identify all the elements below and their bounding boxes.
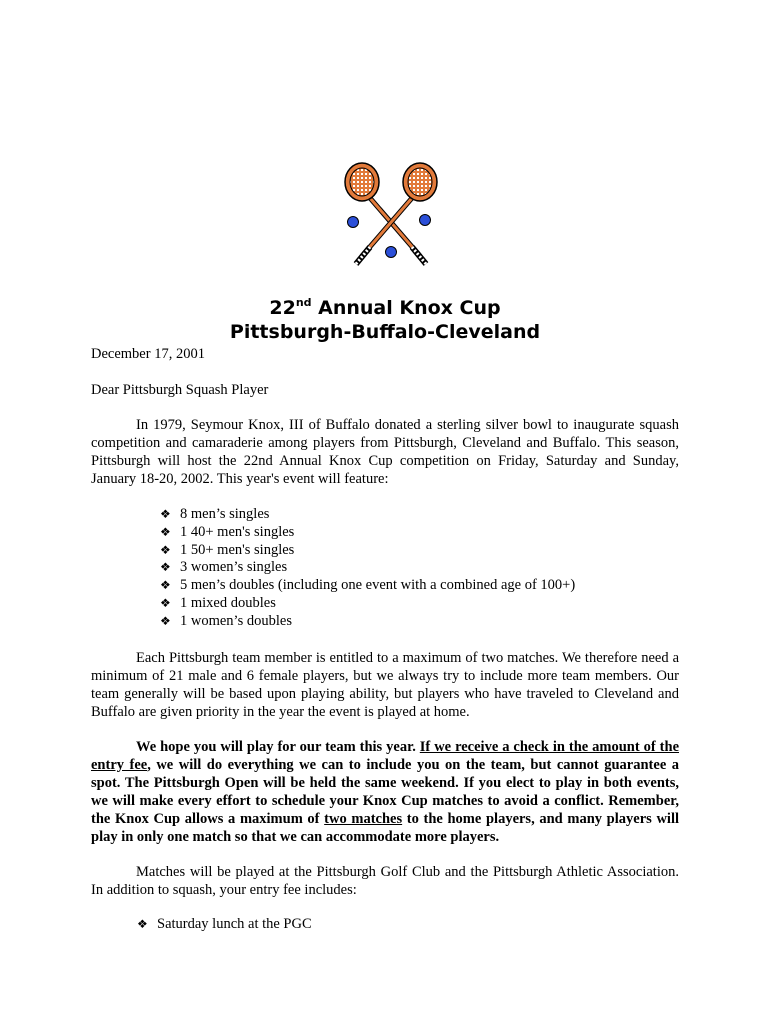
bullet-icon: ❖ <box>160 613 171 628</box>
list-item: ❖ 8 men’s singles <box>160 506 270 522</box>
two-matches-emphasis: two matches <box>324 811 403 827</box>
bullet-icon: ❖ <box>160 595 171 610</box>
crossed-squash-rackets-icon <box>340 160 442 270</box>
title-number: 22 <box>269 297 296 319</box>
ball-icon <box>348 217 359 228</box>
bullet-icon: ❖ <box>160 507 171 521</box>
page-title <box>0 296 770 344</box>
list-item: ❖ Saturday lunch at the PGC <box>137 916 312 932</box>
bullet-icon: ❖ <box>160 578 171 593</box>
title-ordinal: nd <box>295 296 312 309</box>
bullet-icon: ❖ <box>160 524 171 539</box>
events-list <box>160 506 575 631</box>
matches-paragraph: Matches will be played at the Pittsburgh Golf Club and the Pittsburgh Athletic Association. In addition to squash, your entry fee includes: <box>91 864 679 898</box>
list-item: ❖ 5 men’s doubles (including one event with a combined age of 100+) <box>160 577 576 594</box>
list-item: ❖ 1 women’s doubles <box>160 612 292 629</box>
entry-paragraph: We hope you will play for our team this year. If we receive a check in the amount of the entry fee, we will do everything we can to include you on the team, but cannot guarantee a spot. The Pittsburgh Open will be held the same weekend. If you elect to play in both events, we will make every effort to schedule your Knox Cup matches to avoid a conflict. Remember, the Knox Cup allows a maximum of two matches to the home players, and many players will play in only one match so that we can accommodate more players. <box>91 739 680 845</box>
entry-fee-emphasis: If we receive a check in the amount of the entry fee <box>91 739 679 773</box>
list-item: ❖ 1 mixed doubles <box>160 594 276 611</box>
team-paragraph: Each Pittsburgh team member is entitled to a maximum of two matches. We therefore need a minimum of 21 male and 6 female players, but we always try to include more team members. Our team generally will be based upon playing ability, but players who have traveled to Cleveland and Buffalo are given priority in the year the event is played at home. <box>91 650 679 720</box>
intro-paragraph: In 1979, Seymour Knox, III of Buffalo donated a sterling silver bowl to inaugurate squash competition and camaraderie among players from Pittsburgh, Cleveland and Buffalo. This season, Pittsburgh will host the 22nd Annual Knox Cup competition on Friday, Saturday and Sunday, January 18-20, 2002. This year's event will feature: <box>91 417 679 487</box>
salutation: Dear Pittsburgh Squash Player <box>91 382 269 398</box>
ball-icon <box>420 215 431 226</box>
bullet-icon: ❖ <box>137 917 148 931</box>
list-item: ❖ 1 40+ men's singles <box>160 523 295 540</box>
letter-date: December 17, 2001 <box>91 346 205 362</box>
title-line-2: Pittsburgh-Buffalo-Cleveland <box>229 321 541 343</box>
includes-list <box>137 916 312 934</box>
title-line-1 <box>0 296 770 320</box>
list-item: ❖ 1 50+ men's singles <box>160 541 295 558</box>
bullet-icon: ❖ <box>160 560 171 575</box>
bullet-icon: ❖ <box>160 542 171 557</box>
title-event: Annual Knox Cup <box>311 297 501 319</box>
list-item: ❖ 3 women’s singles <box>160 559 288 576</box>
ball-icon <box>386 247 397 258</box>
